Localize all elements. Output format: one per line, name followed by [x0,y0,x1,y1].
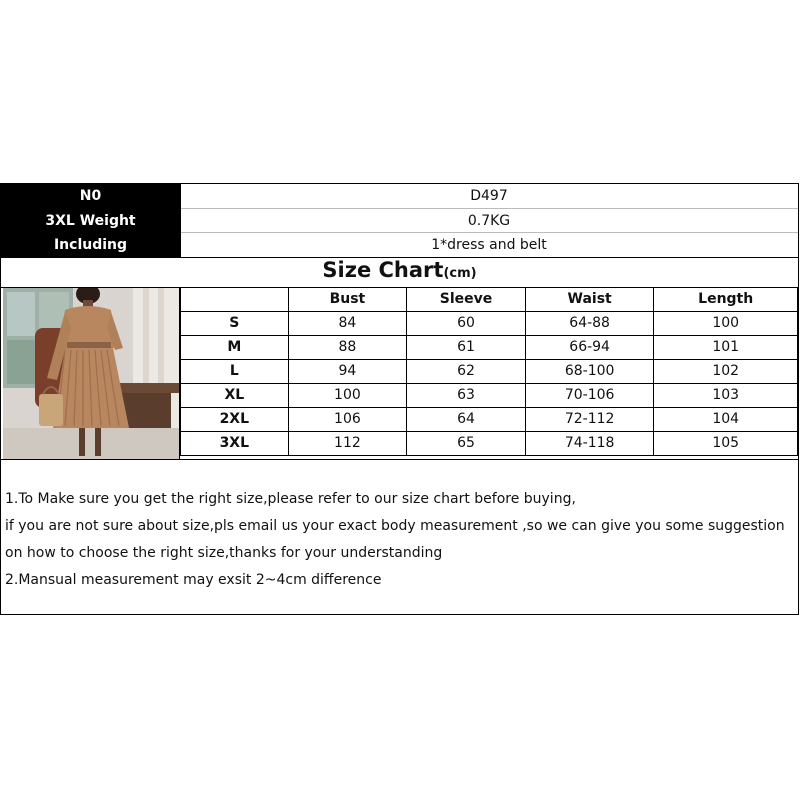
length-cell: 100 [654,312,798,336]
column-header: Sleeve [407,288,526,312]
note-line: 2.Mansual measurement may exsit 2~4cm difference [5,572,382,588]
length-cell: 105 [654,432,798,456]
size-chart-sheet [0,183,799,615]
title-unit: (cm) [443,266,477,281]
dress-photo [3,288,179,459]
size-cell: S [181,312,289,336]
bust-cell: 84 [288,312,407,336]
size-notes [5,486,800,594]
waist-cell: 70-106 [525,384,654,408]
info-label: N0 [79,188,102,204]
column-header [181,288,289,312]
waist-cell: 72-112 [525,408,654,432]
column-header: Bust [288,288,407,312]
length-cell: 104 [654,408,798,432]
sleeve-cell: 60 [407,312,526,336]
title-text: Size Chart [322,258,444,282]
size-cell: M [181,336,289,360]
length-cell: 103 [654,384,798,408]
info-row-including [1,233,798,257]
waist-cell: 64-88 [525,312,654,336]
sleeve-cell: 65 [407,432,526,456]
bust-cell: 94 [288,360,407,384]
size-table-header [181,288,798,312]
info-value: D497 [470,188,508,204]
waist-cell: 68-100 [525,360,654,384]
length-cell: 102 [654,360,798,384]
bust-cell: 106 [288,408,407,432]
size-chart-title [1,258,798,288]
size-cell: 2XL [181,408,289,432]
bust-cell: 100 [288,384,407,408]
table-row [181,336,798,360]
column-header: Length [654,288,798,312]
info-row-number [1,184,798,208]
size-cell: 3XL [181,432,289,456]
column-header: Waist [525,288,654,312]
sleeve-cell: 64 [407,408,526,432]
info-value: 0.7KG [467,213,511,229]
bust-cell: 88 [288,336,407,360]
length-cell: 101 [654,336,798,360]
info-label: Including [53,237,128,253]
waist-cell: 74-118 [525,432,654,456]
table-row [181,432,798,456]
info-row-weight [1,209,798,233]
note-line: on how to choose the right size,thanks for your understanding [5,545,443,561]
bust-cell: 112 [288,432,407,456]
table-row [181,360,798,384]
table-row [181,384,798,408]
note-line: if you are not sure about size,pls email us your exact body measurement ,so we can give you some suggestion [5,518,785,534]
size-cell: L [181,360,289,384]
table-row [181,312,798,336]
waist-cell: 66-94 [525,336,654,360]
sleeve-cell: 61 [407,336,526,360]
size-cell: XL [181,384,289,408]
sleeve-cell: 63 [407,384,526,408]
note-line: 1.To Make sure you get the right size,please refer to our size chart before buying, [5,491,576,507]
dress-photo-image [3,288,179,459]
info-value: 1*dress and belt [431,237,547,253]
sleeve-cell: 62 [407,360,526,384]
size-table [180,287,798,456]
info-label: 3XL Weight [45,213,136,229]
table-row [181,408,798,432]
